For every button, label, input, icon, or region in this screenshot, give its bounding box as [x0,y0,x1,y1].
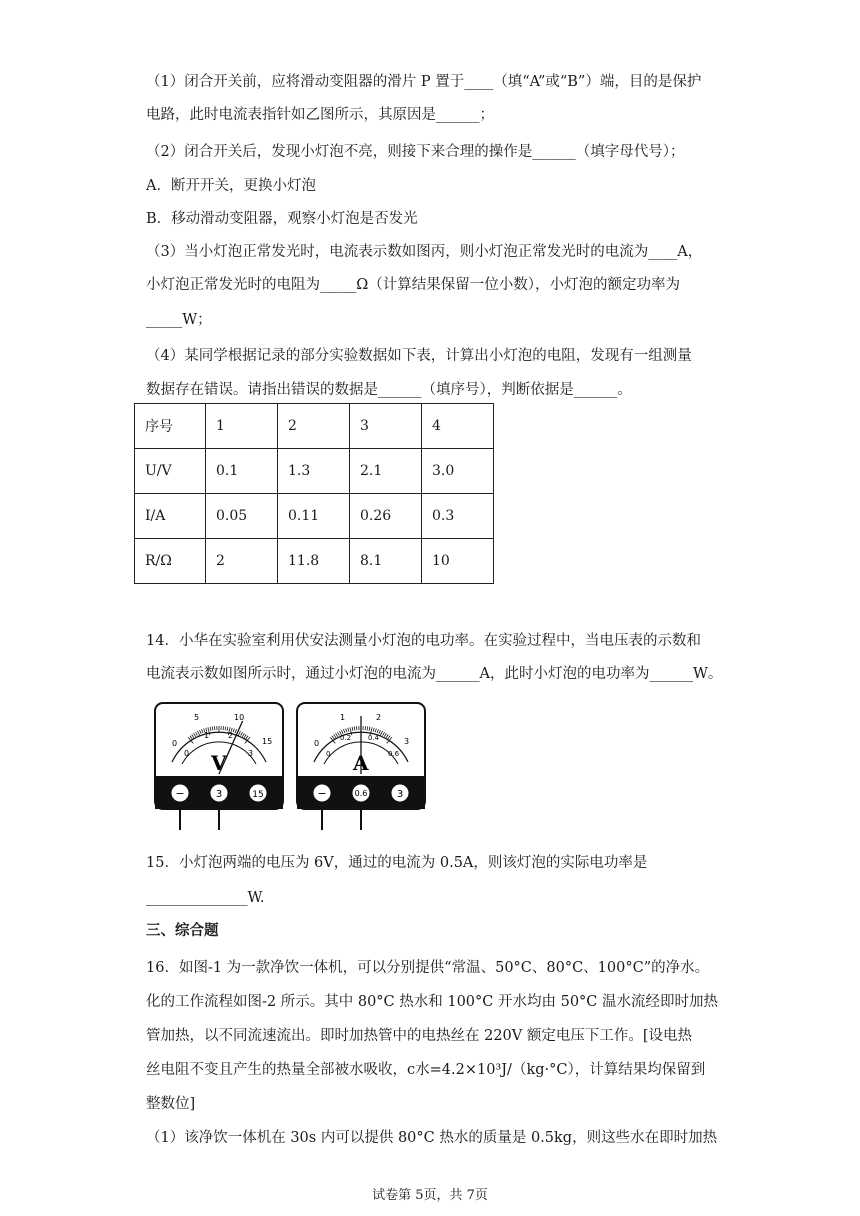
question-13-part2: （2）闭合开关后，发现小灯泡不亮，则接下来合理的操作是______（填字母代号）； [146,144,685,160]
question-14-line1: 14．小华在实验室利用伏安法测量小灯泡的电功率。在实验过程中，当电压表的示数和 [146,633,701,649]
table-cell: I/A [135,494,206,539]
voltmeter-inner-label: 1 [204,731,210,740]
voltmeter-terminal-3: 3 [215,789,223,800]
question-13-part1-line2: 电路，此时电流表指针如乙图所示，其原因是______； [146,107,494,123]
measurement-table [134,403,494,584]
ammeter-outer-label: 0 [314,739,320,748]
voltmeter-terminal-15: 15 [252,790,264,800]
question-13-part3-line2: 小灯泡正常发光时的电阻为_____Ω（计算结果保留一位小数），小灯泡的额定功率为 [146,277,681,293]
table-cell: 0.3 [422,494,494,539]
table-cell: 1.3 [278,449,350,494]
voltmeter [155,703,283,830]
ammeter-outer-label: 2 [376,713,382,722]
page-footer: 试卷第 5页，共 7页 [372,1188,488,1203]
voltmeter-terminal-minus: − [175,787,185,800]
question-16-line5: 整数位] [146,1096,196,1112]
table-cell: R/Ω [135,539,206,584]
section-heading: 三、综合题 [146,922,219,939]
table-cell: 0.05 [206,494,278,539]
question-16-line4: 丝电阻不变且产生的热量全部被水吸收，c水=4.2×10³J/（kg·°C），计算结果均保留到 [146,1062,706,1078]
question-16-line3: 管加热，以不同流速流出。即时加热管中的电热丝在 220V 额定电压下工作。[设电热 [146,1028,693,1044]
voltmeter-inner-label: 2 [228,731,234,740]
table-cell: 1 [206,404,278,449]
ammeter-inner-label: 0.4 [368,734,380,742]
voltmeter-outer-label: 15 [262,737,273,746]
table-cell: 0.11 [278,494,350,539]
question-14-line2: 电流表示数如图所示时，通过小灯泡的电流为______A，此时小灯泡的电功率为______W。 [146,666,723,682]
table-cell: 11.8 [278,539,350,584]
voltmeter-inner-label: 3 [248,749,254,758]
table-row [135,449,494,494]
question-16-line2: 化的工作流程如图-2 所示。其中 80°C 热水和 100°C 开水均由 50°C 温水流经即时加热 [146,994,718,1010]
question-15-line1: 15．小灯泡两端的电压为 6V，通过的电流为 0.5A，则该灯泡的实际电功率是 [146,855,648,871]
ammeter-inner-label: 0 [326,750,331,758]
table-row [135,539,494,584]
table-cell: 0.26 [350,494,422,539]
voltmeter-outer-label: 10 [234,713,245,722]
ammeter-terminal-3: 3 [396,789,404,800]
table-cell: U/V [135,449,206,494]
meters-figure [154,702,430,832]
question-16-line1: 16．如图-1 为一款净饮一体机，可以分别提供“常温、50°C、80°C、100°C”的净水。 [146,960,710,976]
question-13-part4-line1: （4）某同学根据记录的部分实验数据如下表，计算出小灯泡的电阻，发现有一组测量 [146,348,692,364]
table-cell: 10 [422,539,494,584]
question-13-part3-line1: （3）当小灯泡正常发光时，电流表示数如图丙，则小灯泡正常发光时的电流为____A， [146,244,703,260]
ammeter-terminal-minus: − [317,787,327,800]
question-13-part4-line2: 数据存在错误。请指出错误的数据是______（填序号），判断依据是______。 [146,382,632,398]
option-b: B．移动滑动变阻器，观察小灯泡是否发光 [146,211,418,227]
ammeter-terminal-0-6: 0.6 [354,789,368,798]
option-a: A．断开开关，更换小灯泡 [146,178,316,194]
question-13-part1-line1: （1）闭合开关前，应将滑动变阻器的滑片 P 置于____（填“A”或“B”）端，目的是保护 [146,74,702,90]
ammeter-symbol: A [353,751,369,775]
voltmeter-outer-label: 0 [172,739,178,748]
voltmeter-outer-label: 5 [194,713,200,722]
ammeter [297,703,425,830]
ammeter-outer-label: 3 [404,737,410,746]
table-cell: 0.1 [206,449,278,494]
table-cell: 3 [350,404,422,449]
table-cell: 2.1 [350,449,422,494]
table-cell: 3.0 [422,449,494,494]
question-15-line2: ______________W. [146,890,265,906]
table-row [135,494,494,539]
ammeter-inner-label: 0.2 [340,734,352,742]
ammeter-inner-label: 0.6 [388,750,400,758]
ammeter-outer-label: 1 [340,713,346,722]
voltmeter-inner-label: 0 [184,749,190,758]
voltmeter-symbol: V [211,751,227,775]
table-row [135,404,494,449]
table-cell: 4 [422,404,494,449]
question-16-line6: （1）该净饮一体机在 30s 内可以提供 80°C 热水的质量是 0.5kg，则这些水在即时加热 [146,1130,718,1146]
question-13-part3-line3: _____W； [146,312,212,328]
table-cell: 2 [278,404,350,449]
table-cell: 序号 [135,404,206,449]
table-cell: 8.1 [350,539,422,584]
table-cell: 2 [206,539,278,584]
